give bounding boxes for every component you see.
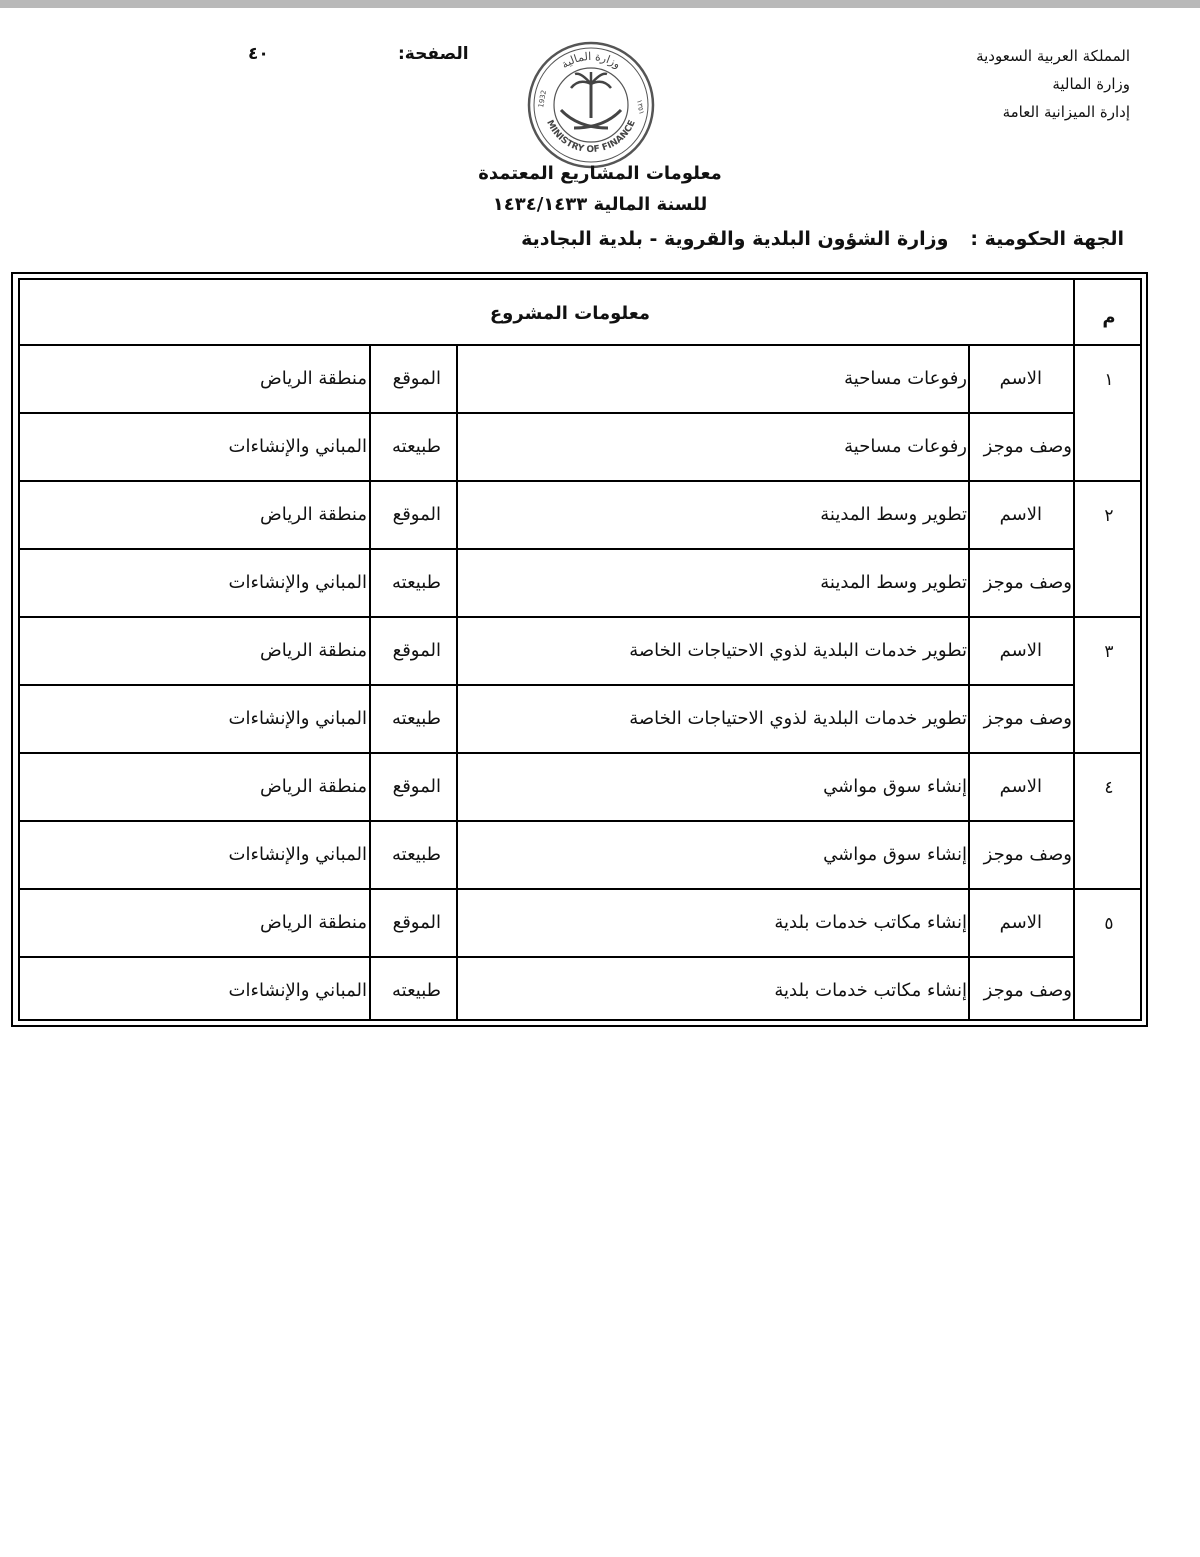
issuer-block (976, 42, 1130, 126)
row-divider-2 (18, 616, 1142, 618)
row-number: ٣ (1104, 642, 1114, 662)
location-label-divider (369, 344, 371, 1021)
inner-divider-5 (18, 956, 1073, 958)
inner-divider-1 (18, 412, 1073, 414)
project-description: إنشاء مكاتب خدمات بلدية (774, 980, 967, 1001)
project-name: إنشاء سوق مواشي (823, 776, 967, 797)
project-name: رفوعات مساحية (844, 368, 967, 389)
top-border-bar (0, 0, 1200, 8)
project-name: تطوير خدمات البلدية لذوي الاحتياجات الخاصة (629, 640, 967, 661)
label-column-divider (968, 344, 970, 1021)
ministry-seal-logo (526, 40, 656, 170)
project-description: تطوير وسط المدينة (820, 572, 967, 593)
svg-text:MINISTRY OF FINANCE: MINISTRY OF FINANCE (544, 118, 638, 156)
description-label: وصف موجز (983, 572, 1072, 593)
description-label: وصف موجز (983, 436, 1072, 457)
row-divider-3 (18, 752, 1142, 754)
government-entity (521, 228, 1124, 250)
name-label: الاسم (999, 640, 1042, 661)
row-number: ٤ (1104, 778, 1114, 798)
header-divider (18, 344, 1142, 346)
svg-text:وزارة المالية: وزارة المالية (558, 49, 624, 72)
page-number: ٤٠ (248, 44, 269, 64)
nature-label: طبيعته (392, 980, 441, 1001)
project-name: إنشاء مكاتب خدمات بلدية (774, 912, 967, 933)
nature-label: طبيعته (392, 708, 441, 729)
name-label: الاسم (999, 368, 1042, 389)
project-nature: المباني والإنشاءات (228, 708, 367, 729)
projects-table (18, 278, 1142, 1021)
project-nature: المباني والإنشاءات (228, 980, 367, 1001)
row-divider-4 (18, 888, 1142, 890)
page-label: الصفحة: (398, 44, 469, 64)
project-name: تطوير وسط المدينة (820, 504, 967, 525)
col-number-header: م (1102, 307, 1116, 328)
inner-divider-3 (18, 684, 1073, 686)
nature-label: طبيعته (392, 844, 441, 865)
department-name: إدارة الميزانية العامة (1002, 103, 1130, 121)
location-label: الموقع (392, 640, 441, 661)
project-description: إنشاء سوق مواشي (823, 844, 967, 865)
row-number: ٢ (1104, 506, 1114, 526)
ministry-name: وزارة المالية (1052, 75, 1130, 93)
col-info-header: معلومات المشروع (489, 303, 651, 324)
description-label: وصف موجز (983, 844, 1072, 865)
name-label: الاسم (999, 776, 1042, 797)
nature-label: طبيعته (392, 436, 441, 457)
svg-text:١٣٥١: ١٣٥١ (635, 98, 646, 116)
name-label: الاسم (999, 504, 1042, 525)
kingdom-name: المملكة العربية السعودية (976, 47, 1130, 65)
project-location: منطقة الرياض (260, 640, 367, 661)
row-divider-1 (18, 480, 1142, 482)
location-label: الموقع (392, 368, 441, 389)
document-title: معلومات المشاريع المعتمدة (478, 163, 722, 184)
project-nature: المباني والإنشاءات (228, 572, 367, 593)
row-number: ٥ (1104, 914, 1114, 934)
inner-divider-4 (18, 820, 1073, 822)
nature-label: طبيعته (392, 572, 441, 593)
location-label: الموقع (392, 776, 441, 797)
value-column-divider (456, 344, 458, 1021)
description-label: وصف موجز (983, 980, 1072, 1001)
description-label: وصف موجز (983, 708, 1072, 729)
name-label: الاسم (999, 912, 1042, 933)
project-nature: المباني والإنشاءات (228, 844, 367, 865)
inner-divider-2 (18, 548, 1073, 550)
fiscal-year: للسنة المالية ١٤٣٤/١٤٣٣ (492, 194, 708, 215)
entity-value: وزارة الشؤون البلدية والقروية - بلدية البجادية (521, 228, 949, 250)
row-number: ١ (1104, 370, 1114, 390)
project-location: منطقة الرياض (260, 368, 367, 389)
project-location: منطقة الرياض (260, 912, 367, 933)
entity-label: الجهة الحكومية : (970, 228, 1124, 250)
project-nature: المباني والإنشاءات (228, 436, 367, 457)
svg-text:1932: 1932 (537, 89, 549, 109)
project-location: منطقة الرياض (260, 776, 367, 797)
project-description: رفوعات مساحية (844, 436, 967, 457)
project-location: منطقة الرياض (260, 504, 367, 525)
location-label: الموقع (392, 912, 441, 933)
project-description: تطوير خدمات البلدية لذوي الاحتياجات الخاصة (629, 708, 967, 729)
location-label: الموقع (392, 504, 441, 525)
